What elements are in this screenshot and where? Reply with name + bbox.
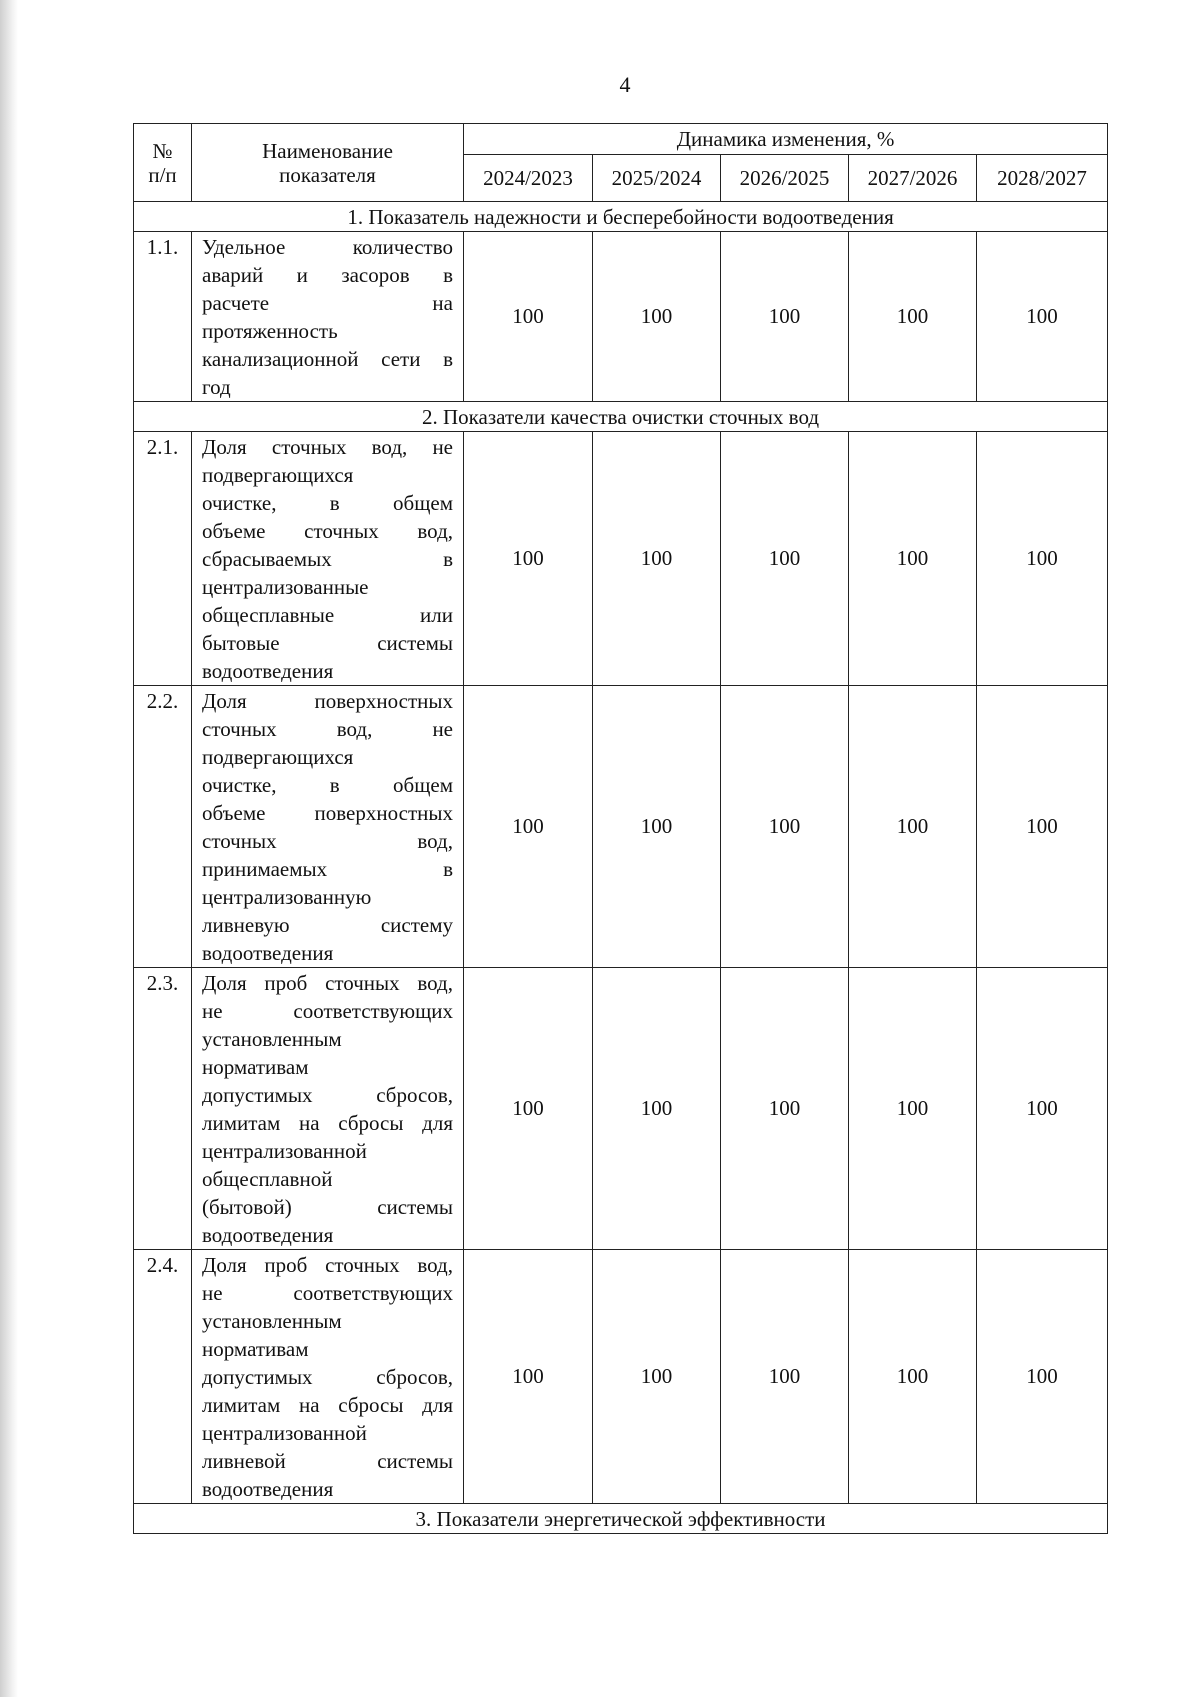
value-cell: 100 xyxy=(849,232,977,402)
table-row xyxy=(134,232,1108,402)
indicator-name-line: (бытовой) системы xyxy=(202,1195,453,1219)
value-cell: 100 xyxy=(464,968,593,1250)
indicator-name-line: централизованные xyxy=(202,575,369,599)
value-cell: 100 xyxy=(593,968,721,1250)
header-year: 2027/2026 xyxy=(849,155,977,202)
scan-edge-shadow xyxy=(0,0,18,1697)
value-cell: 100 xyxy=(849,968,977,1250)
indicator-name-line: Доля проб сточных вод, xyxy=(202,971,453,995)
indicator-name-line: Доля сточных вод, не xyxy=(202,435,453,459)
header-year: 2025/2024 xyxy=(593,155,721,202)
indicator-name-line: не соответствующих xyxy=(202,1281,453,1305)
row-number: 2.2. xyxy=(134,686,192,968)
value-cell: 100 xyxy=(977,968,1108,1250)
indicator-name-line: централизованной xyxy=(202,1421,367,1445)
indicator-name-line: очистке, в общем xyxy=(202,773,453,797)
indicator-name-line: аварий и засоров в xyxy=(202,263,453,287)
row-number: 2.3. xyxy=(134,968,192,1250)
value-cell: 100 xyxy=(593,432,721,686)
table-row xyxy=(134,968,1108,1250)
indicator-name-line: сбрасываемых в xyxy=(202,547,453,571)
indicator-name-line: лимитам на сбросы для xyxy=(202,1393,453,1417)
indicator-name-line: централизованной xyxy=(202,1139,367,1163)
section-title: 1. Показатель надежности и бесперебойности водоотведения xyxy=(134,202,1108,232)
indicator-name-line: год xyxy=(202,375,231,399)
value-cell: 100 xyxy=(464,686,593,968)
value-cell: 100 xyxy=(593,232,721,402)
indicator-name-line: допустимых сбросов, xyxy=(202,1365,453,1389)
indicator-name-line: сточных вод, xyxy=(202,829,453,853)
indicator-name-line: ливневой системы xyxy=(202,1449,453,1473)
indicator-name-line: водоотведения xyxy=(202,941,334,965)
value-cell: 100 xyxy=(464,232,593,402)
value-cell: 100 xyxy=(721,232,849,402)
indicator-name xyxy=(192,432,464,686)
value-cell: 100 xyxy=(849,686,977,968)
value-cell: 100 xyxy=(721,686,849,968)
indicator-name-line: общесплавные или xyxy=(202,603,453,627)
indicator-name-line: расчете на xyxy=(202,291,453,315)
value-cell: 100 xyxy=(849,432,977,686)
indicator-name-line: централизованную xyxy=(202,885,372,909)
value-cell: 100 xyxy=(721,1250,849,1504)
indicator-name xyxy=(192,686,464,968)
indicator-name-line: ливневую систему xyxy=(202,913,453,937)
section-title: 3. Показатели энергетической эффективности xyxy=(134,1504,1108,1534)
value-cell: 100 xyxy=(977,232,1108,402)
row-number: 1.1. xyxy=(134,232,192,402)
indicator-name-line: установленным xyxy=(202,1309,342,1333)
value-cell: 100 xyxy=(464,432,593,686)
indicator-name-line: Доля проб сточных вод, xyxy=(202,1253,453,1277)
value-cell: 100 xyxy=(593,686,721,968)
indicator-name xyxy=(192,232,464,402)
indicator-name-line: бытовые системы xyxy=(202,631,453,655)
indicator-name-line: Удельное количество xyxy=(202,235,453,259)
table-row xyxy=(134,432,1108,686)
section-title: 2. Показатели качества очистки сточных вод xyxy=(134,402,1108,432)
indicator-name-line: нормативам xyxy=(202,1337,309,1361)
indicator-name-line: лимитам на сбросы для xyxy=(202,1111,453,1135)
header-year: 2028/2027 xyxy=(977,155,1108,202)
row-number: 2.1. xyxy=(134,432,192,686)
indicator-name-line: принимаемых в xyxy=(202,857,453,881)
indicator-name-line: нормативам xyxy=(202,1055,309,1079)
indicator-name-line: объеме поверхностных xyxy=(202,801,453,825)
value-cell: 100 xyxy=(977,432,1108,686)
value-cell: 100 xyxy=(977,686,1108,968)
header-dynamics: Динамика изменения, % xyxy=(464,124,1108,155)
indicator-name-line: подвергающихся xyxy=(202,463,354,487)
value-cell: 100 xyxy=(977,1250,1108,1504)
row-number: 2.4. xyxy=(134,1250,192,1504)
value-cell: 100 xyxy=(721,968,849,1250)
value-cell: 100 xyxy=(464,1250,593,1504)
table-row xyxy=(134,686,1108,968)
indicator-name-line: протяженность xyxy=(202,319,338,343)
header-name: Наименование показателя xyxy=(192,124,464,202)
indicator-name xyxy=(192,968,464,1250)
indicator-name-line: установленным xyxy=(202,1027,342,1051)
indicator-name-line: допустимых сбросов, xyxy=(202,1083,453,1107)
indicator-name-line: не соответствующих xyxy=(202,999,453,1023)
value-cell: 100 xyxy=(593,1250,721,1504)
indicator-name-line: общесплавной xyxy=(202,1167,333,1191)
indicator-name-line: канализационной сети в xyxy=(202,347,453,371)
value-cell: 100 xyxy=(721,432,849,686)
header-num: № п/п xyxy=(134,124,192,202)
indicator-name-line: Доля поверхностных xyxy=(202,689,453,713)
table-row xyxy=(134,1250,1108,1504)
indicator-name-line: объеме сточных вод, xyxy=(202,519,453,543)
page-number: 4 xyxy=(619,72,631,97)
indicator-name-line: водоотведения xyxy=(202,1477,334,1501)
indicator-name-line: водоотведения xyxy=(202,659,334,683)
indicator-name-line: подвергающихся xyxy=(202,745,354,769)
indicator-name xyxy=(192,1250,464,1504)
header-year: 2026/2025 xyxy=(721,155,849,202)
indicators-table xyxy=(133,123,1108,1534)
value-cell: 100 xyxy=(849,1250,977,1504)
header-year: 2024/2023 xyxy=(464,155,593,202)
indicator-name-line: очистке, в общем xyxy=(202,491,453,515)
indicator-name-line: водоотведения xyxy=(202,1223,334,1247)
indicator-name-line: сточных вод, не xyxy=(202,717,453,741)
